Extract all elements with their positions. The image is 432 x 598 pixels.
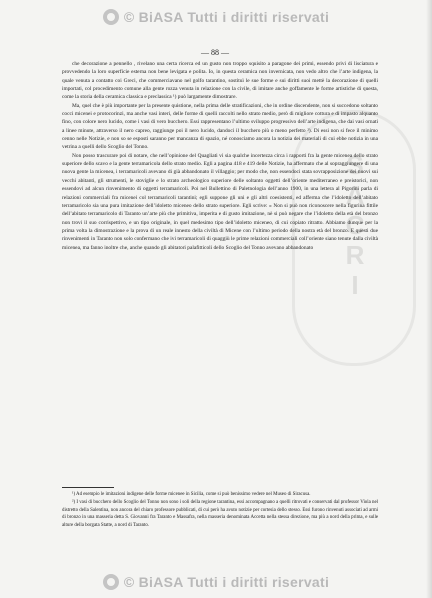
page-edge-shadow [426,0,432,598]
watermark-text-top: © BiASA Tutti i diritti riservati [123,9,330,25]
body-text [62,60,378,252]
footnote: ²) I vasi di bucchero dello Scoglio del Tonno non sono i soli della regione tarantina, essi accompagnano a quelli ritrovati e conservati dal professor Viola nel distretto della Salentina, non ancora del chiaro professore pubblicati, di cui però ha avuto notizie per cortesia dello stesso. Essi furono rinvenuti associati ad armi di bronzo in una masseria detta S. Giovanni fra Taranto e Massafra, nella masseria denominata Accetta nella stessa direzione, ma più a nord della prima, e sulle alture della borgata Statte, a nord di Taranto. [62,499,378,529]
stamp-letters-graphic: S A C R I [345,150,365,300]
copyright-logo-icon [103,574,119,590]
footnote-divider [62,487,114,488]
copyright-logo-icon [103,9,119,25]
watermark-banner-top [0,6,432,28]
watermark-text-bottom: © BiASA Tutti i diritti riservati [123,574,330,590]
footnote: ¹) Ad esempio le imitazioni indigene delle forme micenee in Sicilia, come si può benissimo vedere nel Museo di Siracusa. [72,492,311,497]
page-number: — 88 — [201,48,229,57]
watermark-banner-bottom [0,571,432,593]
paragraph: Non posso trascurare poi di notare, che nell’opinione del Quagliati vi sia qualche incertezza circa i rapporti fra la gente micenea dello strato superiore dello scavo e la gente terramaricola dello strato medio. Egli a pagina 418 e 419 delle Notizie, ha affermato che al sopraggiungere di una nuova gente la micenea, i terramaricoli avevano di già abbandonato il villaggio; per modo che, non essendoci stata sovrapposizione dei nuovi sui vecchi abitanti, gli strumenti, le stoviglie e lo strato archeologico superiore delle soltanto oggetti dell’oriente mediterraneo e preistorici, non essendovi ad alcun rinvenimento di oggetti terramaricoli. Poi nel Bullettino di Paletnologia dell’anno 1900, in una lettera al Pigorini parla di relazioni commerciali fra micenei col terramaricoli tarantini; egli suppone gli uni e gli altri coesistenti, ed afferma che l’idoletto dell’abitato terramaricolo sia una pura imitazione dell’idoletto miceneo dello strato superiore. Egli scrive: « Non si può non riconoscere nella figurina fittile dell’abitato terramaricolo di Taranto un’arte più che primitiva, imperita e di gusto imitazione, nè si può negare che l’idoletto della età del bronzo non trovi il suo corrispettivo, e un tipo originale, in quel medesimo tipo dell’idoletto miceneo, di cui copiato ritratto. Abbiamo dunque per la prima volta la dimostrazione e la prova di un reale innesto della civiltà di Micene con l’ultimo periodo della nostra età del bronzo. E questi due rinvenimenti in Taranto non solo confermano che ivi terramaricoli di quaggiù le prime relazioni commerciali coll’oriente siano tenute dalla civiltà micenea, ma fanno inoltre che, anche quando gli abitatori palafitticoli dello Scoglio del Tonno avevano abbandonato [62,152,378,251]
paragraph: Ma, quel che è più importante per la presente quistione, nella prima delle stratificazioni, che in ordine discendente, non si succedono soltanto cocci micenei e protocorinzi, ma anche vasi interi, delle forme di quelli raccolti nello strato medio, però di migliore cottura e di impasto alquanto fino, con colore nero lucido, come i vasi di vero bucchero. Essi rappresentano l’ultimo sviluppo progressivo dell’arte indigena, che dai vasi ornati a linee minute, attraverso il nero capreo, raggiunge poi il nero lucido, dandoci il bucchero più o meno perfetto ²). Di essi non si fece il minimo cenno nelle Notizie, e non so se esposti saranno per mancanza di spazio, né conosciamo ancora la notizia dei materiali di cui ebbe notizia in una vetrina a quelli dello Scoglio del Tonno. [62,102,378,151]
paragraph: che decorazione a pennello , rivelano una certa ricerca ed un gusto non troppo squisito a paragone dei primi, essendo privi di lisciatura e provvedendo la loro superficie esterna non bene levigata e polita. Io, in questa ceramica non invernicata, non vedo altro che l’arte indigena, la quale venuta a contatto coi Greci, che commerciavano nel golfo tarantino, sostituì le sue forme e sui diritti suoi mettè la decorazione di quelli importati, col procedimento comune alla gente rozza venuta in relazione con la civile, di imitare anche goffamente le forme artistiche di questa, come la storia della ceramica classica e preclassica ¹) può largamente dimostrare. [62,61,378,101]
footnotes [62,491,378,530]
